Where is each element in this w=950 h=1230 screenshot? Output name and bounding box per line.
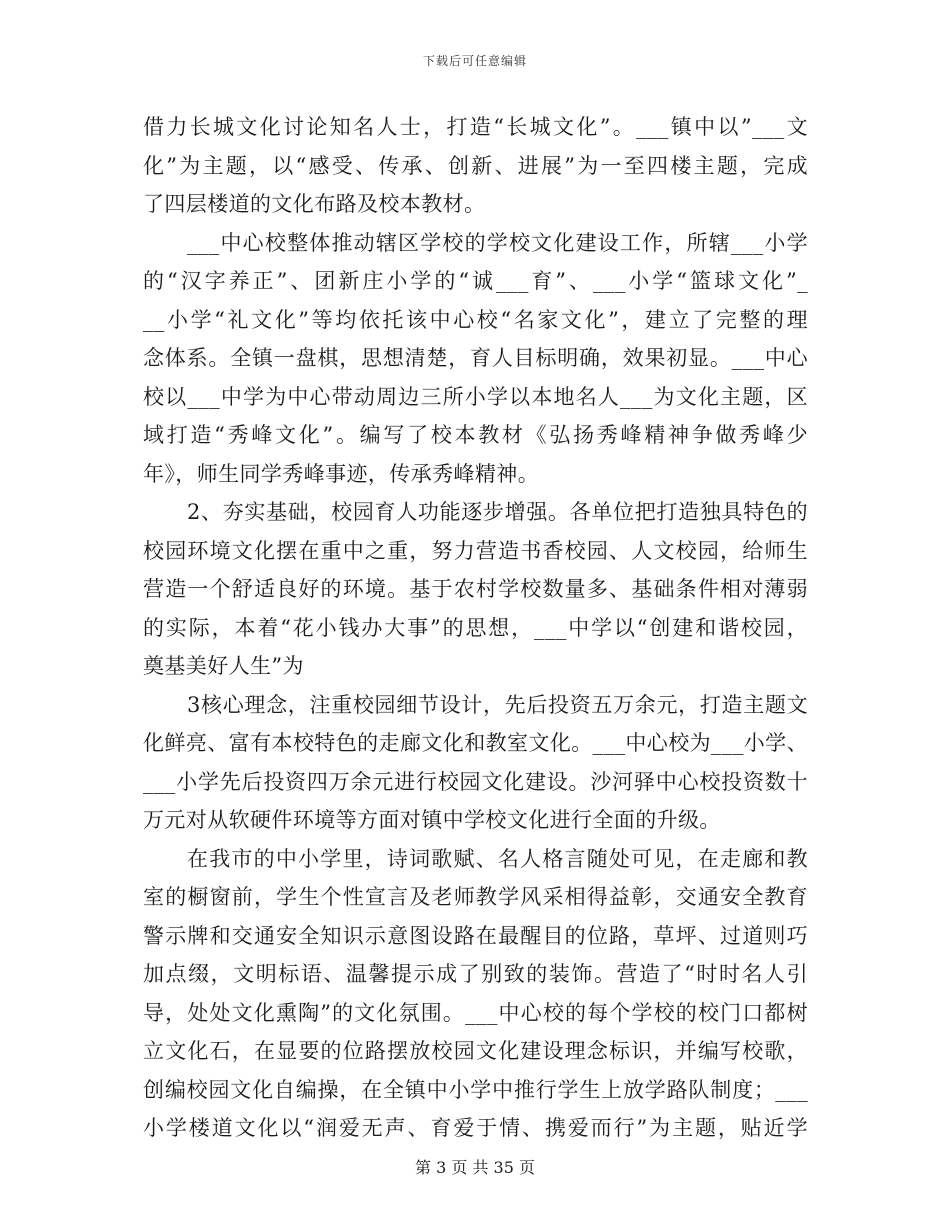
text-line: 校园环境文化摆在重中之重，努力营造书香校园、人文校园，给师生 <box>143 538 808 563</box>
text-line: 校以___中学为中心带动周边三所小学以本地名人___为文化主题，区 <box>143 384 808 409</box>
text-line: ___小学先后投资四万余元进行校园文化建设。沙河驿中心校投资数十 <box>143 769 808 794</box>
text-line: 奠基美好人生”为 <box>143 654 304 678</box>
text-line: 年》，师生同学秀峰事迹，传承秀峰精神。 <box>143 461 540 486</box>
text-line: 的“汉字养正”、团新庄小学的“诚___育”、___小学“篮球文化”_ <box>143 269 808 293</box>
page-footer: 第 3 页 共 35 页 <box>415 1158 535 1177</box>
document-body <box>143 108 808 1148</box>
text-line: 警示牌和交通安全知识示意图设路在最醒目的位路，草坪、过道则巧 <box>143 923 808 948</box>
text-line: 的实际，本着“花小钱办大事”的思想，___中学以“创建和谐校园， <box>143 615 808 640</box>
text-line: ___中心校整体推动辖区学校的学校文化建设工作，所辖___小学 <box>187 230 808 255</box>
text-line: 化”为主题，以“感受、传承、创新、进展”为一至四楼主题，完成 <box>143 153 808 178</box>
text-line: __小学“礼文化”等均依托该中心校“名家文化”，建立了完整的理 <box>143 307 808 332</box>
text-line: 创编校园文化自编操，在全镇中小学中推行学生上放学路队制度；___ <box>143 1077 808 1102</box>
text-line: 3核心理念，注重校园细节设计，先后投资五万余元，打造主题文 <box>187 692 808 717</box>
text-line: 2、夯实基础，校园育人功能逐步增强。各单位把打造独具特色的 <box>187 500 808 524</box>
text-line: 室的橱窗前，学生个性宣言及老师教学风采相得益彰，交通安全教育 <box>143 885 808 909</box>
text-line: 万元对从软硬件环境等方面对镇中学校文化进行全面的升级。 <box>143 808 721 832</box>
text-line: 了四层楼道的文化布路及校本教材。 <box>143 192 486 216</box>
text-line: 营造一个舒适良好的环境。基于农村学校数量多、基础条件相对薄弱 <box>143 577 808 601</box>
text-line: 在我市的中小学里，诗词歌赋、名人格言随处可见，在走廊和教 <box>187 846 808 871</box>
text-line: 域打造“秀峰文化”。编写了校本教材《弘扬秀峰精神争做秀峰少 <box>143 423 808 447</box>
text-line: 借力长城文化讨论知名人士，打造“长城文化”。___镇中以”___文 <box>143 115 808 139</box>
page-header: 下载后可任意编辑 <box>422 54 527 68</box>
text-line: 化鲜亮、富有本校特色的走廊文化和教室文化。___中心校为___小学、 <box>143 731 808 755</box>
text-line: 小学楼道文化以“润爱无声、育爱于情、携爱而行”为主题，贴近学 <box>143 1116 808 1140</box>
text-line: 导，处处文化熏陶”的文化氛围。___中心校的每个学校的校门口都树 <box>143 1000 808 1025</box>
text-line: 立文化石，在显要的位路摆放校园文化建设理念标识，并编写校歌， <box>143 1039 808 1063</box>
text-line: 加点缀，文明标语、温馨提示成了别致的装饰。营造了“时时名人引 <box>143 962 808 986</box>
text-line: 念体系。全镇一盘棋，思想清楚，育人目标明确，效果初显。___中心 <box>143 346 808 370</box>
